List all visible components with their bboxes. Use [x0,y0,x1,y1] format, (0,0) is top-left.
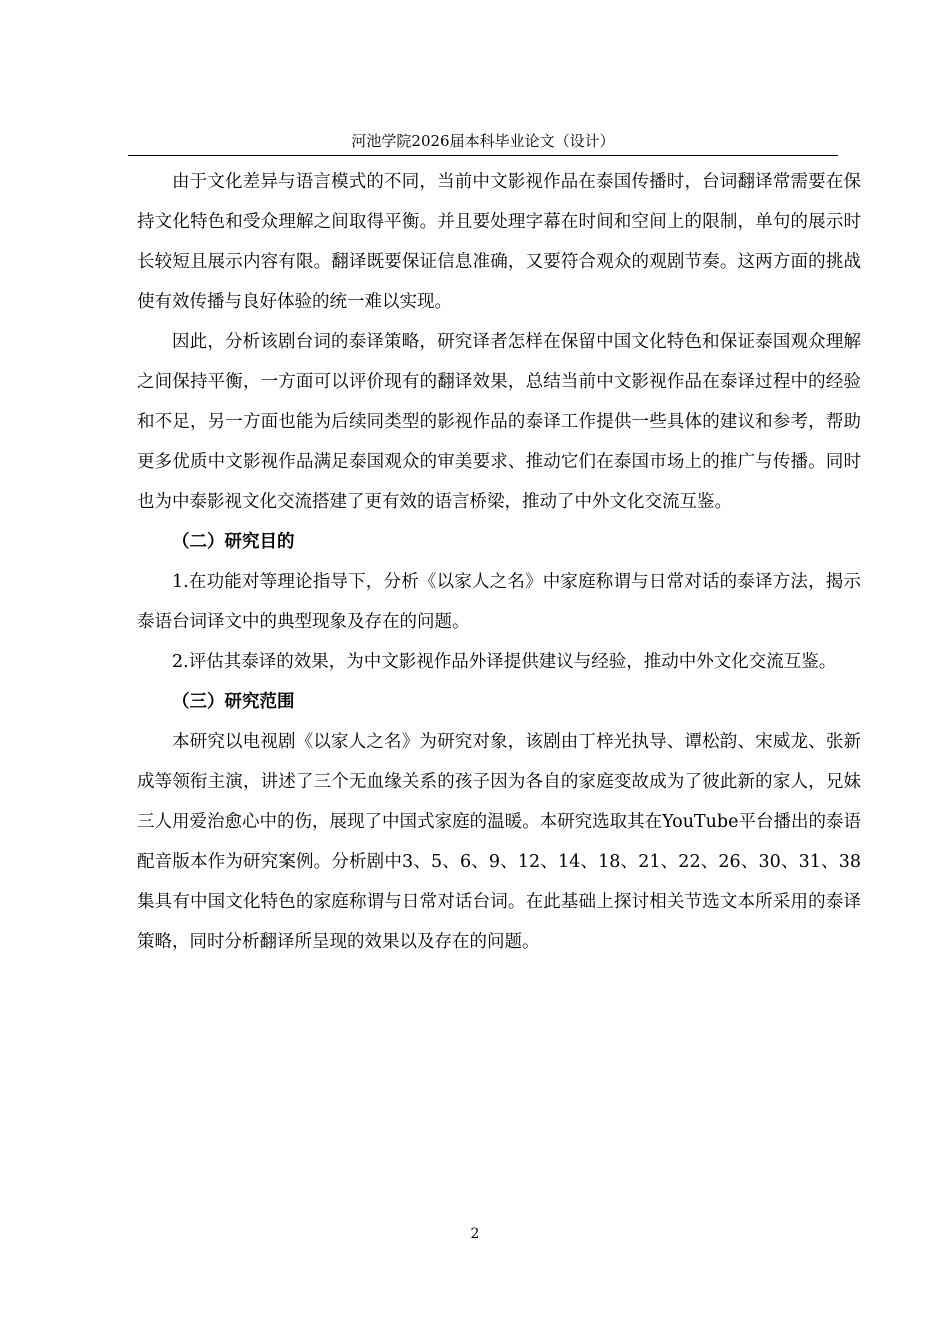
paragraph: 因此，分析该剧台词的泰译策略，研究译者怎样在保留中国文化特色和保证泰国观众理解之间保持平衡，一方面可以评价现有的翻译效果，总结当前中文影视作品在泰译过程中的经验和不足，另一方面也能为后续同类型的影视作品的泰译工作提供一些具体的建议和参考，帮助更多优质中文影视作品满足泰国观众的审美要求、推动它们在泰国市场上的推广与传播。同时也为中泰影视文化交流搭建了更有效的语言桥梁，推动了中外文化交流互鉴。 [137,332,861,512]
paragraph: 由于文化差异与语言模式的不同，当前中文影视作品在泰国传播时，台词翻译常需要在保持文化特色和受众理解之间取得平衡。并且要处理字幕在时间和空间上的限制，单句的展示时长较短且展示内容有限。翻译既要保证信息准确，又要符合观众的观剧节奏。这两方面的挑战使有效传播与良好体验的统一难以实现。 [137,172,861,312]
page-header [128,130,838,156]
section-heading: （二）研究目的 [172,532,295,552]
document-body [137,162,861,962]
header-title: 河池学院2026届本科毕业论文（设计） [351,132,615,150]
page-number: 2 [470,1226,480,1242]
paragraph: 2.评估其泰译的效果，为中文影视作品外译提供建议与经验，推动中外文化交流互鉴。 [172,652,837,672]
section-heading: （三）研究范围 [172,692,295,712]
page-footer [0,1226,950,1242]
paragraph: 1.在功能对等理论指导下，分析《以家人之名》中家庭称谓与日常对话的泰译方法，揭示泰语台词译文中的典型现象及存在的问题。 [137,572,861,632]
paragraph: 本研究以电视剧《以家人之名》为研究对象，该剧由丁梓光执导、谭松韵、宋威龙、张新成等领衔主演，讲述了三个无血缘关系的孩子因为各自的家庭变故成为了彼此新的家人，兄妹三人用爱治愈心中的伤，展现了中国式家庭的温暖。本研究选取其在YouTube平台播出的泰语配音版本作为研究案例。分析剧中3、5、6、9、12、14、18、21、22、26、30、31、38集具有中国文化特色的家庭称谓与日常对话台词。在此基础上探讨相关节选文本所采用的泰译策略，同时分析翻译所呈现的效果以及存在的问题。 [137,732,861,952]
